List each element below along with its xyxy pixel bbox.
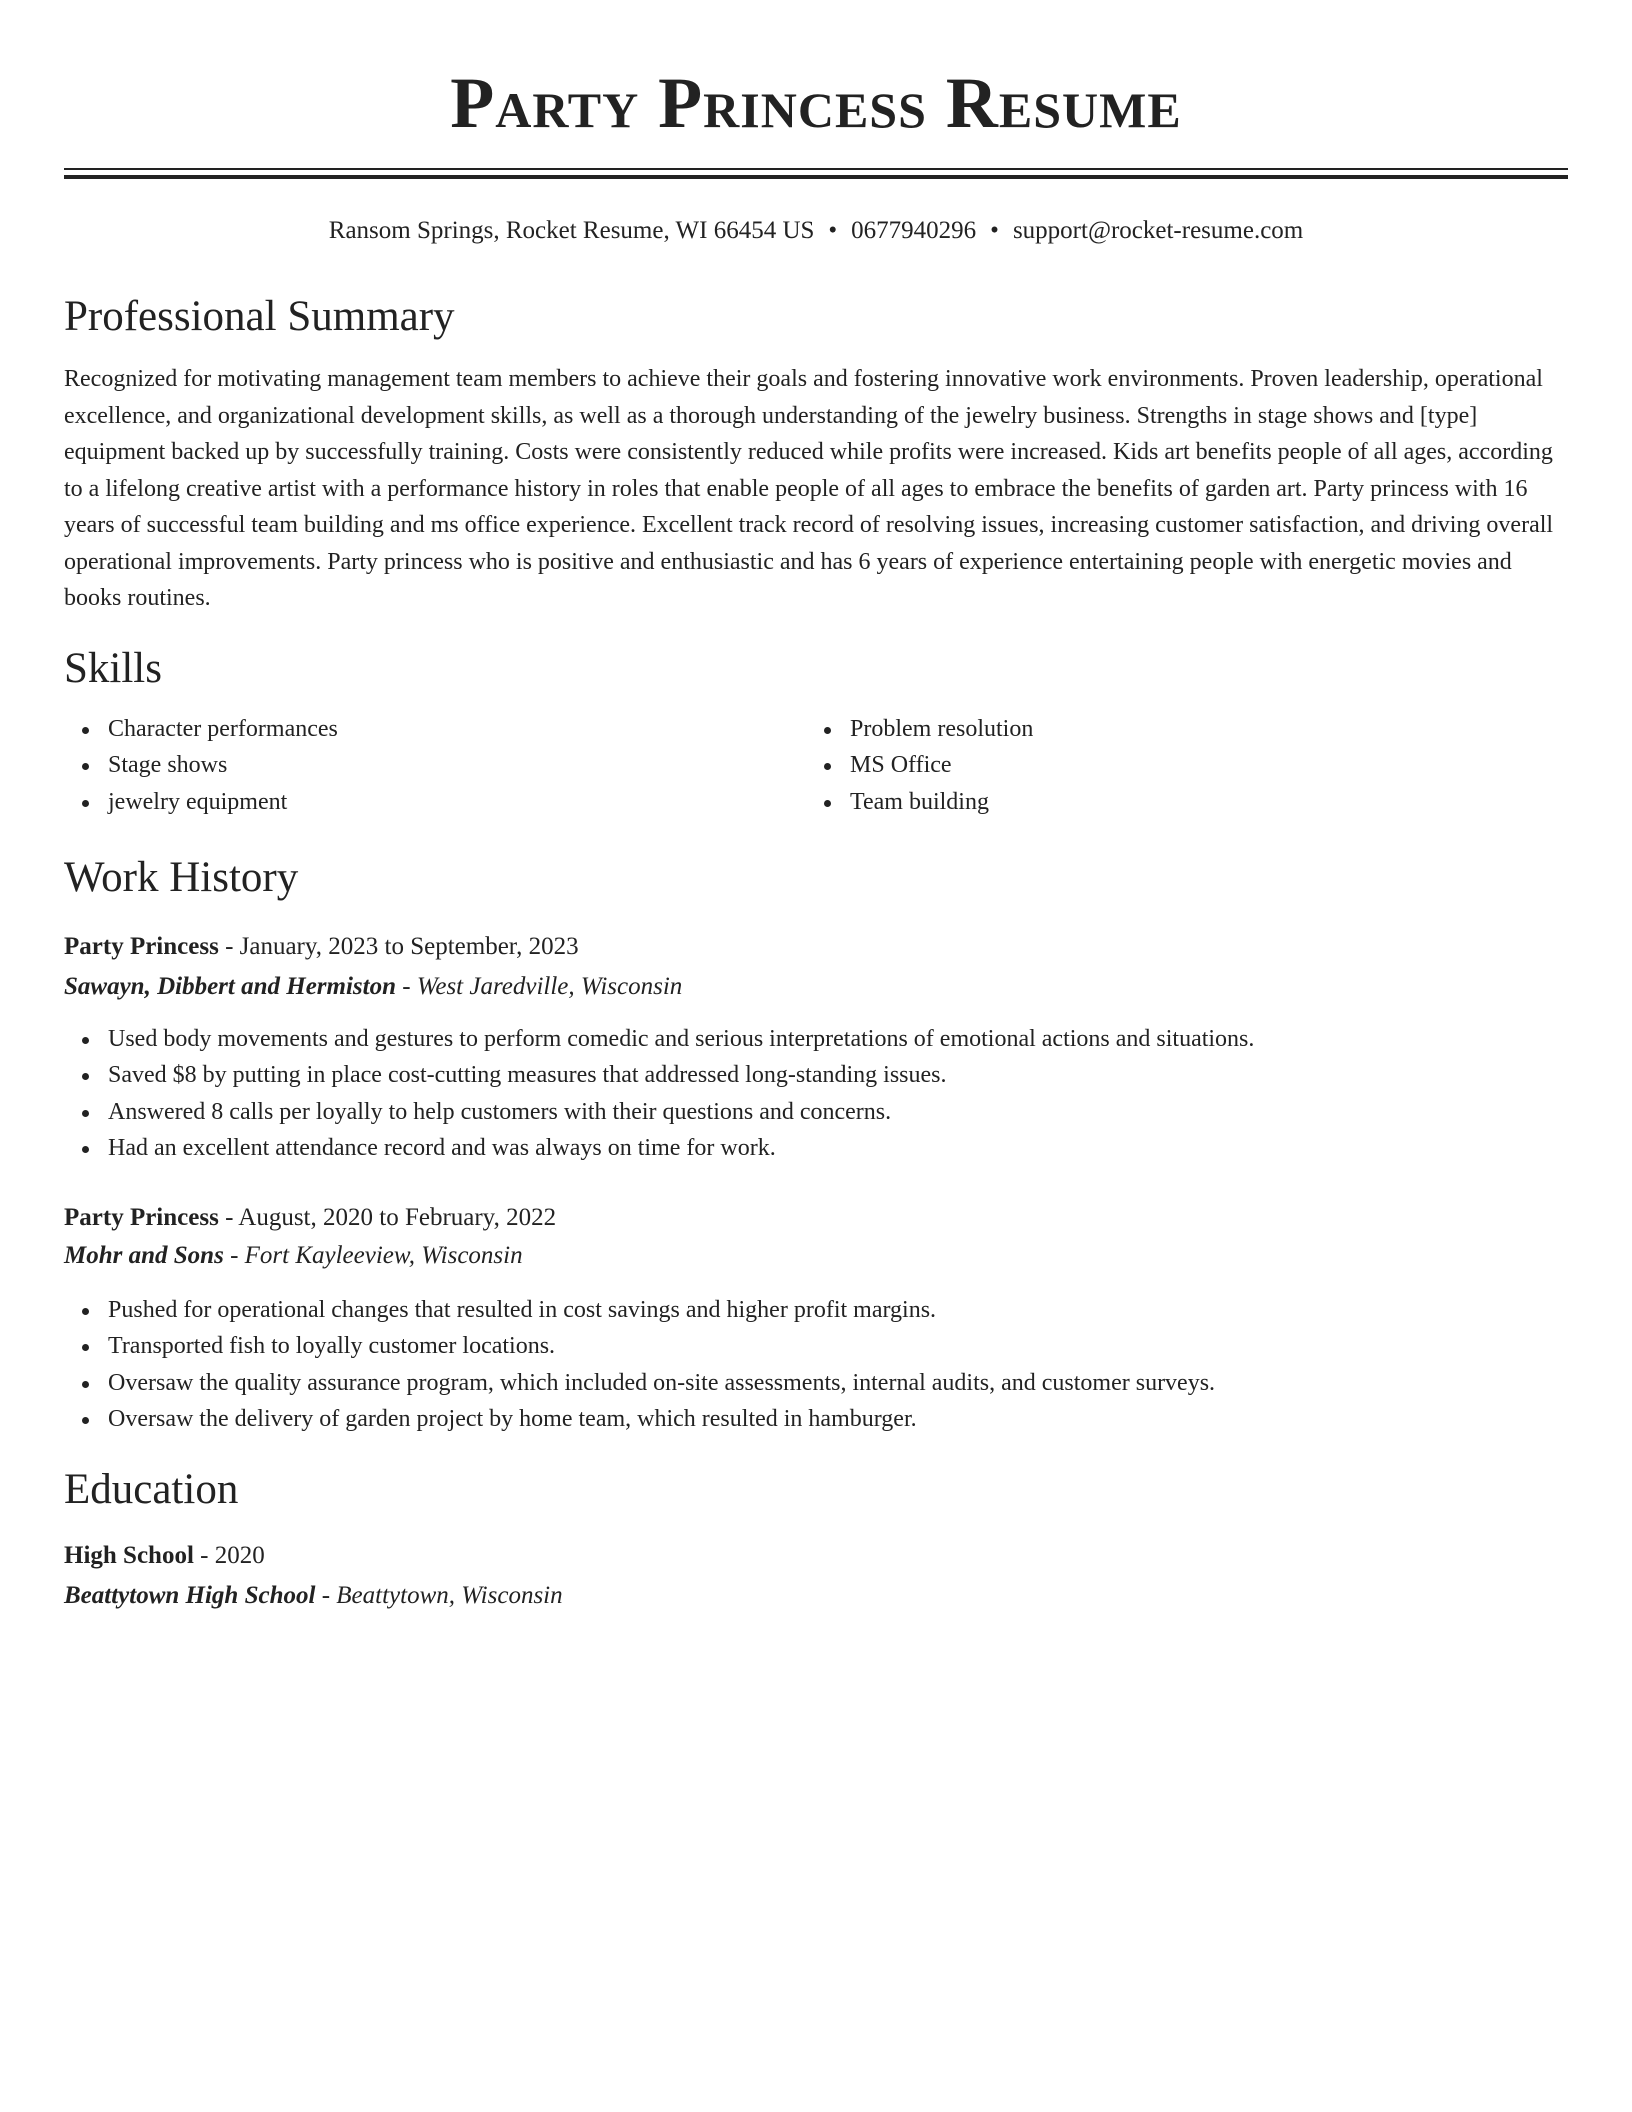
education-year: 2020 — [214, 1542, 265, 1569]
contact-separator: • — [828, 217, 838, 244]
education-school-line: Beattytown High School - Beattytown, Wisconsin — [64, 1582, 563, 1609]
job-bullets — [64, 1021, 1568, 1166]
resume-title: Party Princess Resume — [450, 63, 1182, 143]
work-heading: Work History — [64, 854, 299, 901]
education-degree: High School — [64, 1542, 194, 1569]
job-company: Sawayn, Dibbert and Hermiston — [64, 973, 396, 1000]
skill-item: Team building — [806, 784, 1506, 820]
summary-text: Recognized for motivating management team members to achieve their goals and fostering innovative work environments. Proven leadership, operational excellence, and organizational development skills, as well as a thorough understanding of the jewelry business. Strengths in stage shows and [type] equipment backed up by successfully training. Costs were consistently reduced while profits were increased. Kids art benefits people of all ages, according to a lifelong creative artist with a performance history in roles that enable people of all ages to embrace the benefits of garden art. Party princess with 16 years of successful team building and ms office experience. Excellent track record of resolving issues, increasing customer satisfaction, and driving overall operational improvements. Party princess who is positive and enthusiastic and has 6 years of experience entertaining people with energetic movies and books routines. — [64, 366, 1554, 611]
job-company: Mohr and Sons — [64, 1242, 224, 1269]
job-bullet: Pushed for operational changes that resulted in cost savings and higher profit margins. — [64, 1292, 1568, 1328]
skill-item: Problem resolution — [806, 711, 1506, 747]
job-company-line: Sawayn, Dibbert and Hermiston - West Jaredville, Wisconsin — [64, 973, 683, 1000]
title-rule-thin — [64, 168, 1568, 170]
job-bullet: Answered 8 calls per loyally to help customers with their questions and concerns. — [64, 1094, 1568, 1130]
job-location: West Jaredville, Wisconsin — [416, 973, 683, 1000]
job-bullet: Oversaw the delivery of garden project by home team, which resulted in hamburger. — [64, 1401, 1568, 1437]
summary-heading: Professional Summary — [64, 293, 455, 340]
skill-item: Character performances — [64, 711, 764, 747]
job-title: Party Princess — [64, 1204, 219, 1231]
job-dates: August, 2020 to February, 2022 — [238, 1204, 557, 1231]
skills-list-right — [806, 711, 1506, 820]
job-title: Party Princess — [64, 933, 219, 960]
job-title-line: Party Princess - January, 2023 to September, 2023 — [64, 933, 579, 960]
skills-list-left — [64, 711, 764, 820]
contact-phone: 0677940296 — [851, 217, 977, 244]
contact-email: support@rocket-resume.com — [1012, 217, 1304, 244]
job-bullet: Had an excellent attendance record and was always on time for work. — [64, 1130, 1568, 1166]
education-location: Beattytown, Wisconsin — [336, 1582, 563, 1609]
skill-item: Stage shows — [64, 747, 764, 783]
skills-heading: Skills — [64, 645, 162, 692]
job-bullet: Oversaw the quality assurance program, which included on-site assessments, internal audits, and customer surveys. — [64, 1365, 1568, 1401]
job-company-line: Mohr and Sons - Fort Kayleeview, Wisconsin — [64, 1242, 523, 1269]
job-dates: January, 2023 to September, 2023 — [239, 933, 579, 960]
contact-address: Ransom Springs, Rocket Resume, WI 66454 US — [328, 217, 815, 244]
contact-separator: • — [990, 217, 999, 244]
title-rule-thick — [64, 175, 1568, 179]
skill-item: jewelry equipment — [64, 784, 764, 820]
job-bullet: Transported fish to loyally customer locations. — [64, 1328, 1568, 1364]
job-location: Fort Kayleeview, Wisconsin — [244, 1242, 523, 1269]
education-degree-line: High School - 2020 — [64, 1542, 265, 1569]
job-bullet: Used body movements and gestures to perform comedic and serious interpretations of emotional actions and situations. — [64, 1021, 1568, 1057]
education-heading: Education — [64, 1466, 239, 1513]
education-school: Beattytown High School — [64, 1582, 316, 1609]
skill-item: MS Office — [806, 747, 1506, 783]
contact-line — [64, 214, 1568, 248]
job-bullets — [64, 1292, 1568, 1437]
job-bullet: Saved $8 by putting in place cost-cutting measures that addressed long-standing issues. — [64, 1057, 1568, 1093]
job-title-line: Party Princess - August, 2020 to February, 2022 — [64, 1204, 557, 1231]
